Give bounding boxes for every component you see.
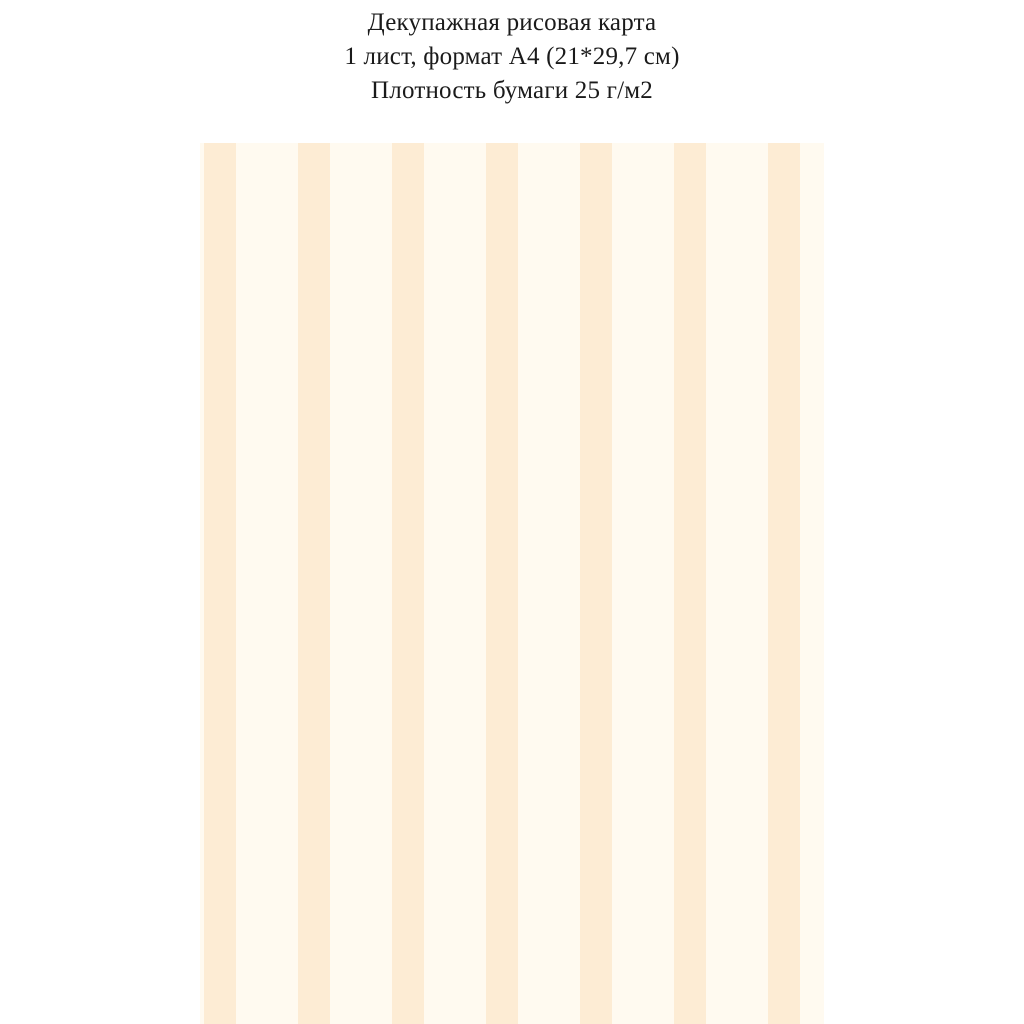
stripe	[298, 143, 330, 1024]
stripe	[486, 143, 518, 1024]
product-description	[0, 6, 1024, 108]
stripe	[392, 143, 424, 1024]
caption-line-format: 1 лист, формат А4 (21*29,7 см)	[344, 43, 680, 70]
stripe	[768, 143, 800, 1024]
stripe	[580, 143, 612, 1024]
stripe	[204, 143, 236, 1024]
stripe	[674, 143, 706, 1024]
rice-paper-sheet	[200, 143, 824, 1024]
caption-line-density: Плотность бумаги 25 г/м2	[371, 77, 653, 104]
stripe-pattern	[200, 143, 824, 1024]
caption-line-title: Декупажная рисовая карта	[367, 9, 657, 36]
